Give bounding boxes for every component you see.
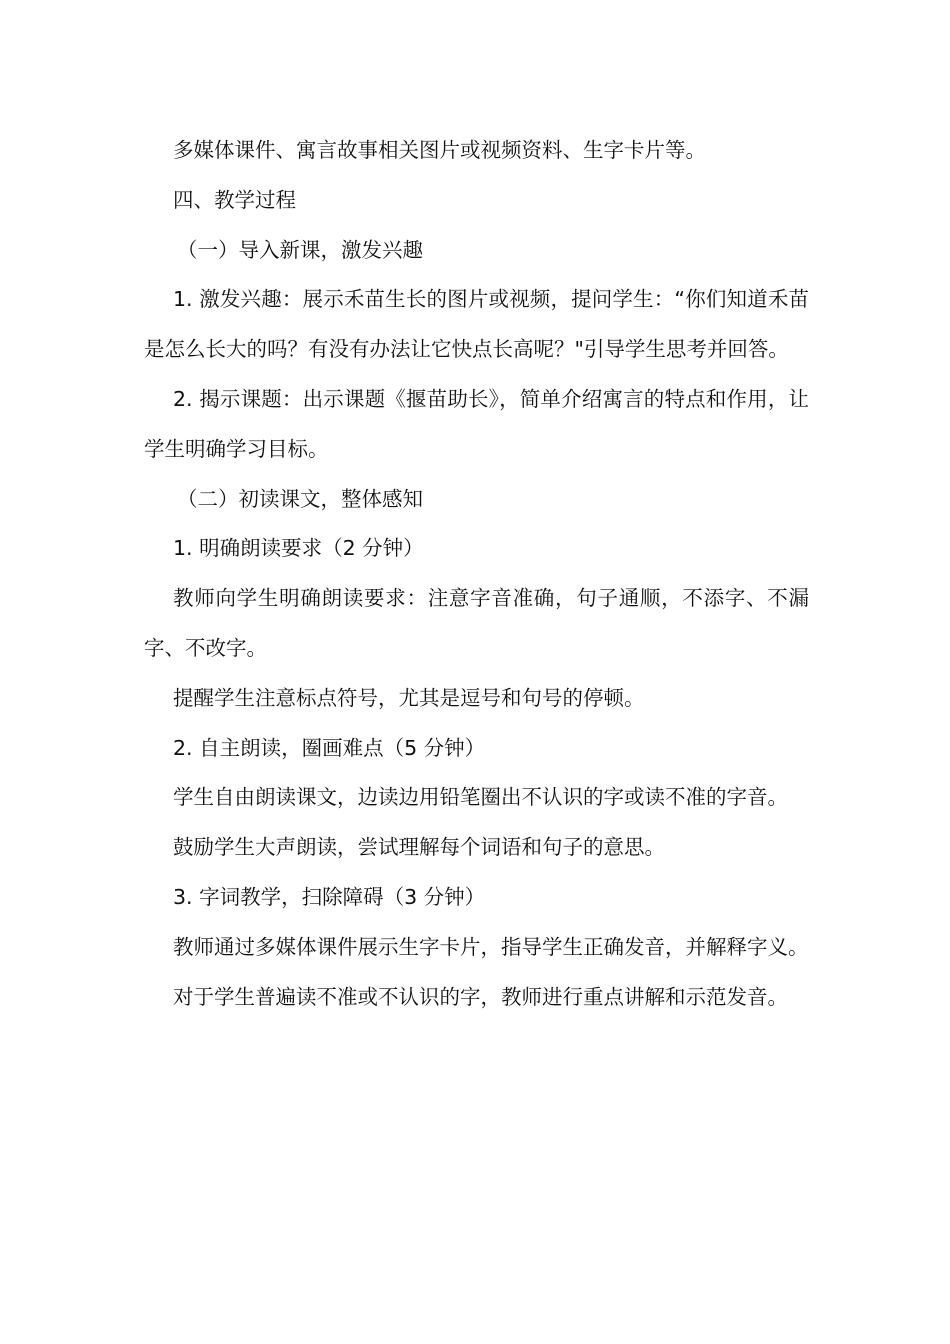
subheading-first-reading: （二）初读课文，整体感知: [177, 486, 423, 511]
paragraph-stimulate-interest: 1. 激发兴趣：展示禾苗生长的图片或视频，提问学生：“你们知道禾苗是怎么长大的吗？有没有办法让它快点长高呢？"引导学生思考并回答。: [144, 287, 809, 362]
paragraph-reveal-topic: 2. 揭示课题：出示课题《揠苗助长》，简单介绍寓言的特点和作用，让学生明确学习目标。: [144, 386, 809, 461]
paragraph-key-explanation: 对于学生普遍读不准或不认识的字，教师进行重点讲解和示范发音。: [173, 984, 788, 1009]
paragraph-self-reading-title: 2. 自主朗读，圈画难点（5 分钟）: [173, 735, 486, 760]
paragraph-vocabulary-cards: 教师通过多媒体课件展示生字卡片，指导学生正确发音，并解释字义。: [173, 934, 809, 959]
paragraph-punctuation-reminder: 提醒学生注意标点符号，尤其是逗号和句号的停顿。: [173, 685, 645, 710]
paragraph-vocabulary-title: 3. 字词教学，扫除障碍（3 分钟）: [173, 884, 486, 909]
subheading-introduction: （一）导入新课，激发兴趣: [177, 237, 423, 262]
paragraph-materials: 多媒体课件、寓言故事相关图片或视频资料、生字卡片等。: [173, 138, 706, 162]
paragraph-encourage-reading: 鼓励学生大声朗读，尝试理解每个词语和句子的意思。: [173, 835, 665, 860]
paragraph-self-reading: 学生自由朗读课文，边读边用铅笔圈出不认识的字或读不准的字音。: [173, 785, 788, 810]
paragraph-reading-requirements: 教师向学生明确朗读要求：注意字音准确，句子通顺，不添字、不漏字、不改字。: [144, 586, 809, 660]
section-heading-teaching-process: 四、教学过程: [173, 187, 296, 212]
document-body: [144, 126, 809, 1022]
paragraph-reading-requirements-title: 1. 明确朗读要求（2 分钟）: [173, 536, 424, 561]
